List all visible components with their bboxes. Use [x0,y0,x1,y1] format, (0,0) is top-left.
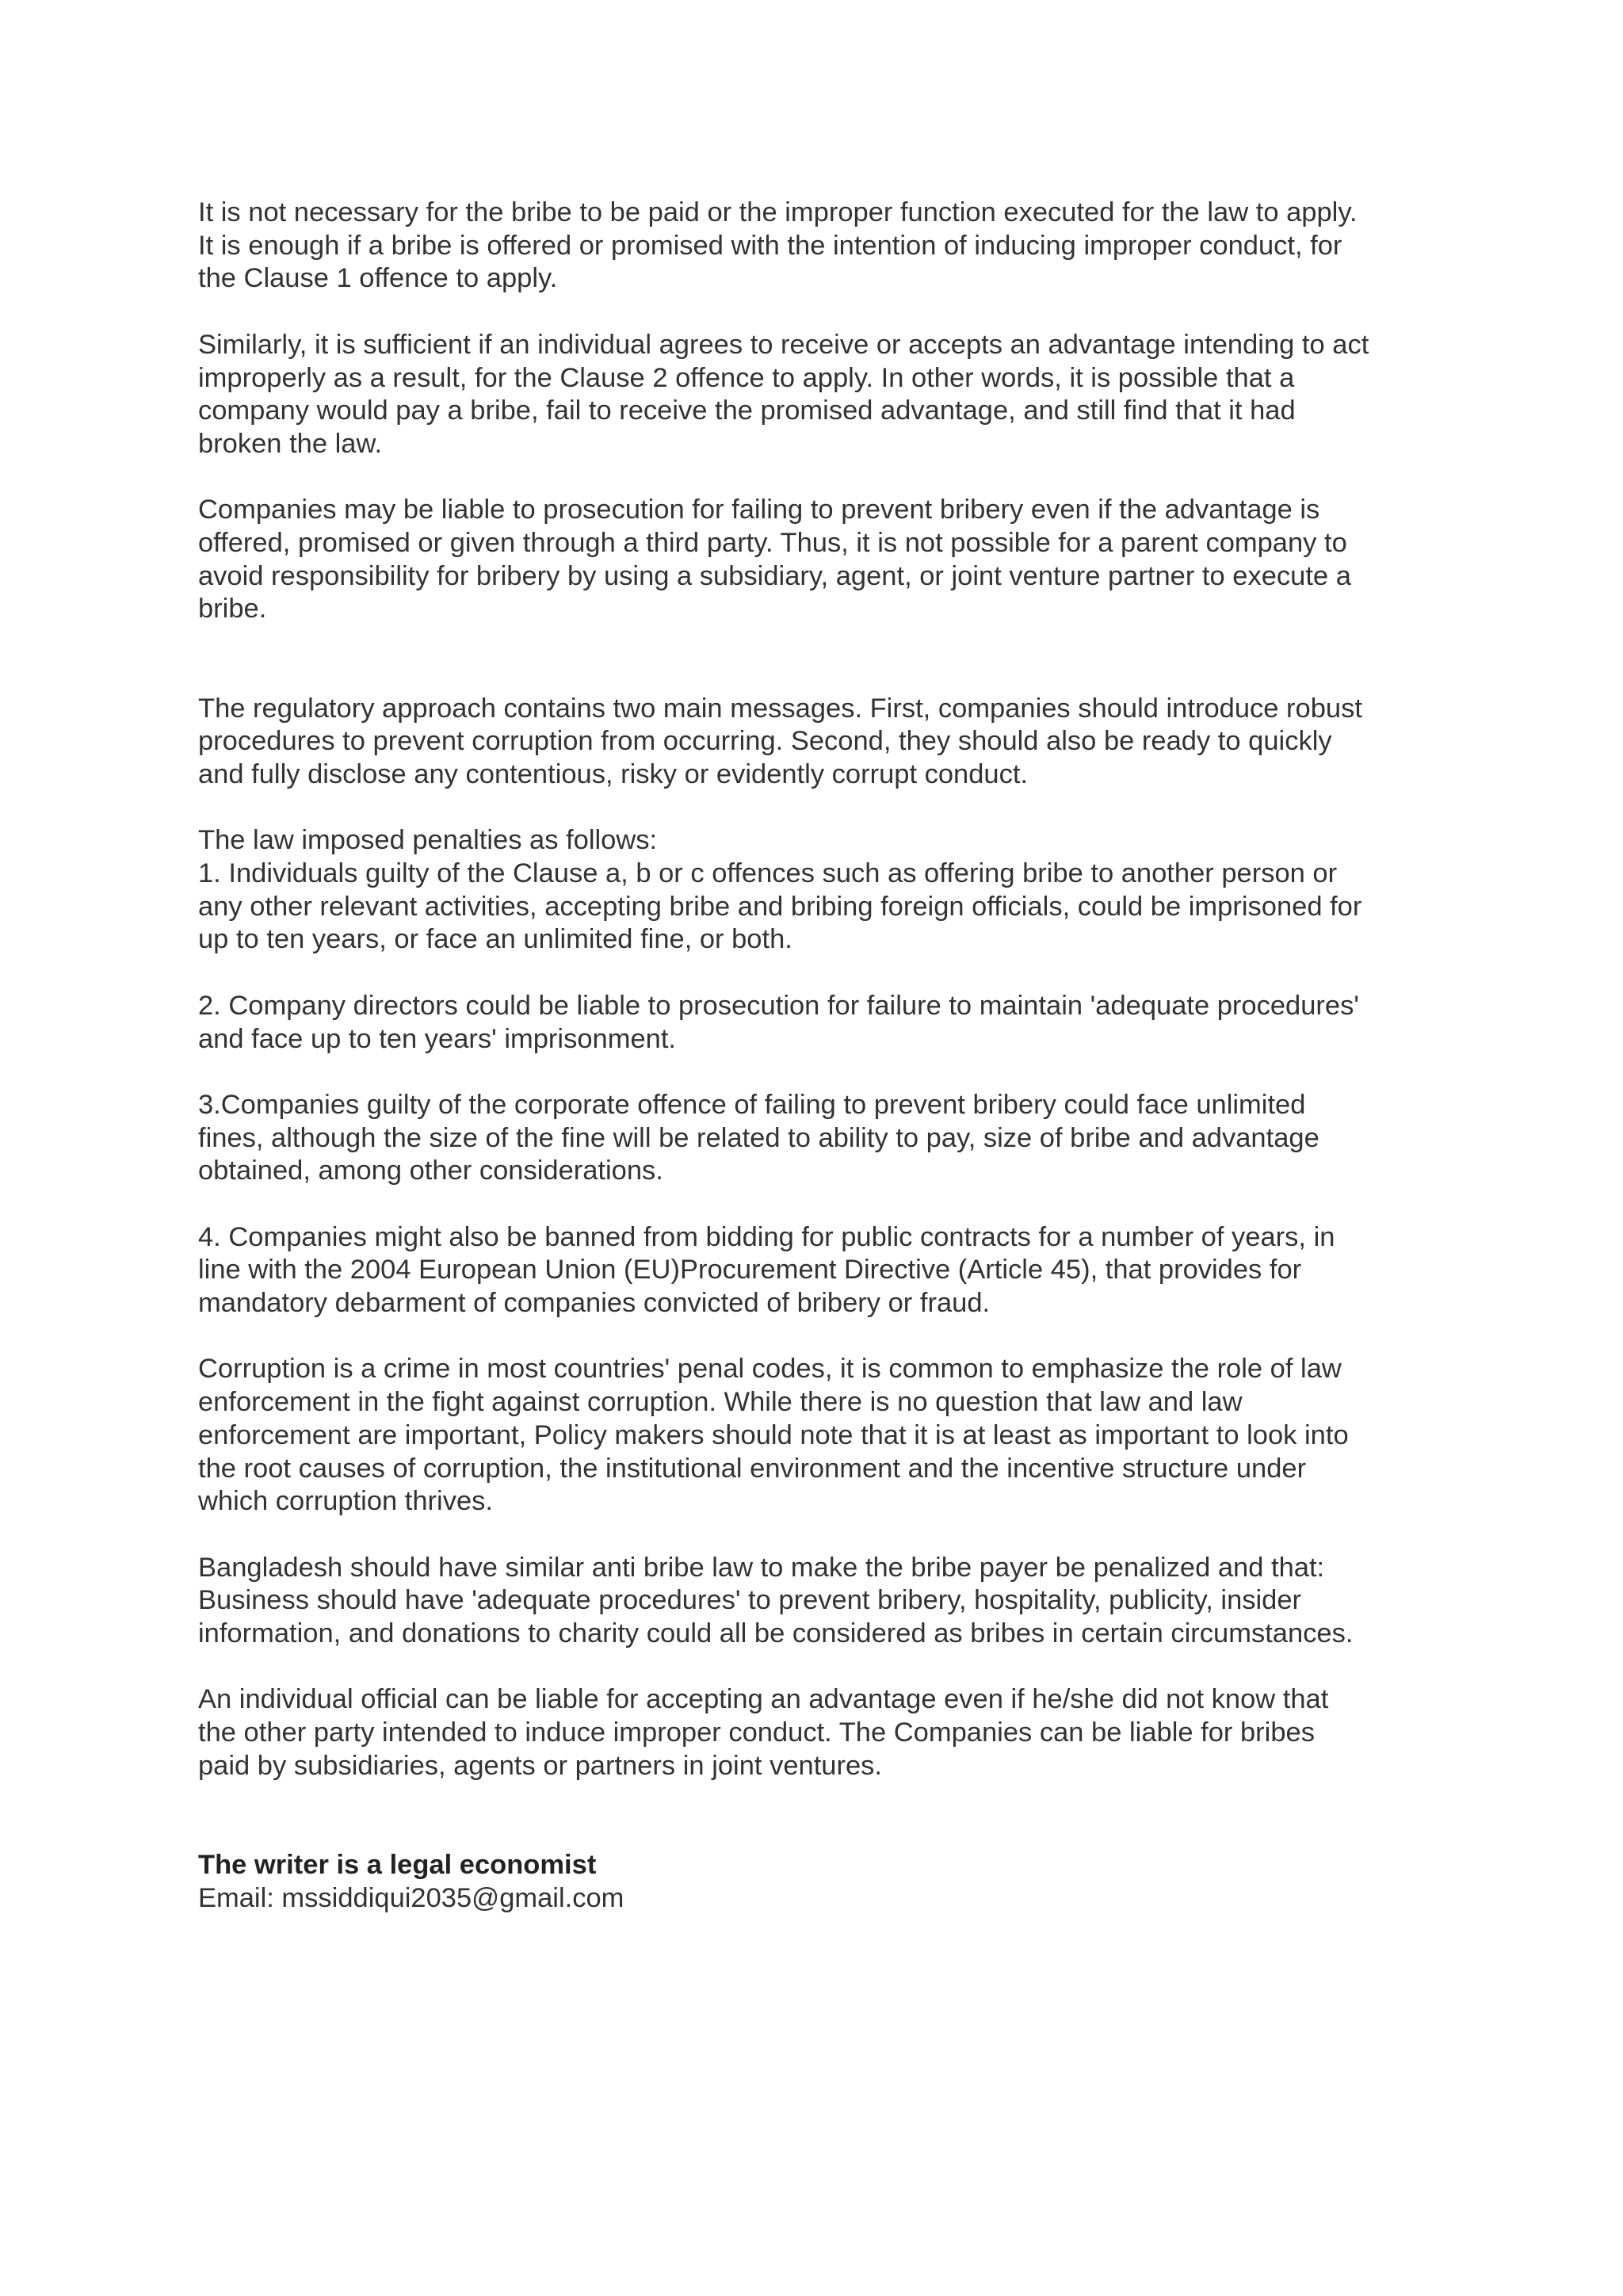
paragraph-3: Companies may be liable to prosecution for failing to prevent bribery even if the advantage is offered, promised or given through a third party. Thus, it is not possible for a parent company to avoid responsibility for bribery by using a subsidiary, agent, or joint venture partner to execute a bribe. [198,495,1351,625]
paragraph-10: Bangladesh should have similar anti bribe law to make the bribe payer be penalized and that: Business should have 'adequate procedures' to prevent bribery, hospitality, publicity, insider information, and donations to charity could all be considered as bribes in certain circumstances. [198,1552,1354,1649]
paragraph-9: Corruption is a crime in most countries' penal codes, it is common to emphasize the role of law enforcement in the fight against corruption. While there is no question that law and law enforcement are important, Policy makers should note that it is at least as important to look into the root causes of corruption, the institutional environment and the incentive structure under which corruption thrives. [198,1354,1349,1517]
paragraph-gap [198,626,1450,692]
email-line: Email: mssiddiqui2035@gmail.com [198,1882,624,1913]
paragraph-gap [198,1056,1450,1089]
document-page [198,197,1450,1915]
paragraph-4: The regulatory approach contains two main messages. First, companies should introduce robust procedures to prevent corruption from occurring. Second, they should also be ready to quickly and fully disclose any contentious, risky or evidently corrupt conduct. [198,693,1362,789]
paragraph-gap [198,1519,1450,1552]
paragraph-gap [198,792,1450,825]
paragraph-5: The law imposed penalties as follows: 1. Individuals guilty of the Clause a, b or c offences such as offering bribe to another person or any other relevant activities, accepting bribe and bribing foreign officials, could be imprisoned for up to ten years, or face an unlimited fine, or both. [198,825,1362,955]
paragraph-gap [198,296,1450,329]
paragraph-gap [198,1320,1450,1354]
paragraph-gap [198,957,1450,990]
author-line: The writer is a legal economist [198,1849,597,1880]
paragraph-6: 2. Company directors could be liable to prosecution for failure to maintain 'adequate procedures' and face up to ten years' imprisonment. [198,990,1359,1054]
paragraph-8: 4. Companies might also be banned from bidding for public contracts for a number of years, in line with the 2004 European Union (EU)Procurement Directive (Article 45), that provides for mandatory debarment of companies convicted of bribery or fraud. [198,1221,1335,1319]
paragraph-gap [198,1651,1450,1684]
paragraph-2: Similarly, it is sufficient if an individual agrees to receive or accepts an advantage intending to act improperly as a result, for the Clause 2 offence to apply. In other words, it is possible that a company would pay a bribe, fail to receive the promised advantage, and still find that it had broken the law. [198,329,1369,459]
paragraph-gap [198,1188,1450,1221]
paragraph-1: It is not necessary for the bribe to be paid or the improper function executed for the law to apply. It is enough if a bribe is offered or promised with the intention of inducing improper conduct, for the Clause 1 offence to apply. [198,197,1358,294]
paragraph-gap [198,1783,1450,1849]
paragraph-11: An individual official can be liable for accepting an advantage even if he/she did not know that the other party intended to induce improper conduct. The Companies can be liable for bribes paid by subsidiaries, agents or partners in joint ventures. [198,1684,1329,1781]
paragraph-gap [198,461,1450,495]
paragraph-7: 3.Companies guilty of the corporate offence of failing to prevent bribery could face unlimited fines, although the size of the fine will be related to ability to pay, size of bribe and advantage obtained, among other considerations. [198,1089,1319,1186]
